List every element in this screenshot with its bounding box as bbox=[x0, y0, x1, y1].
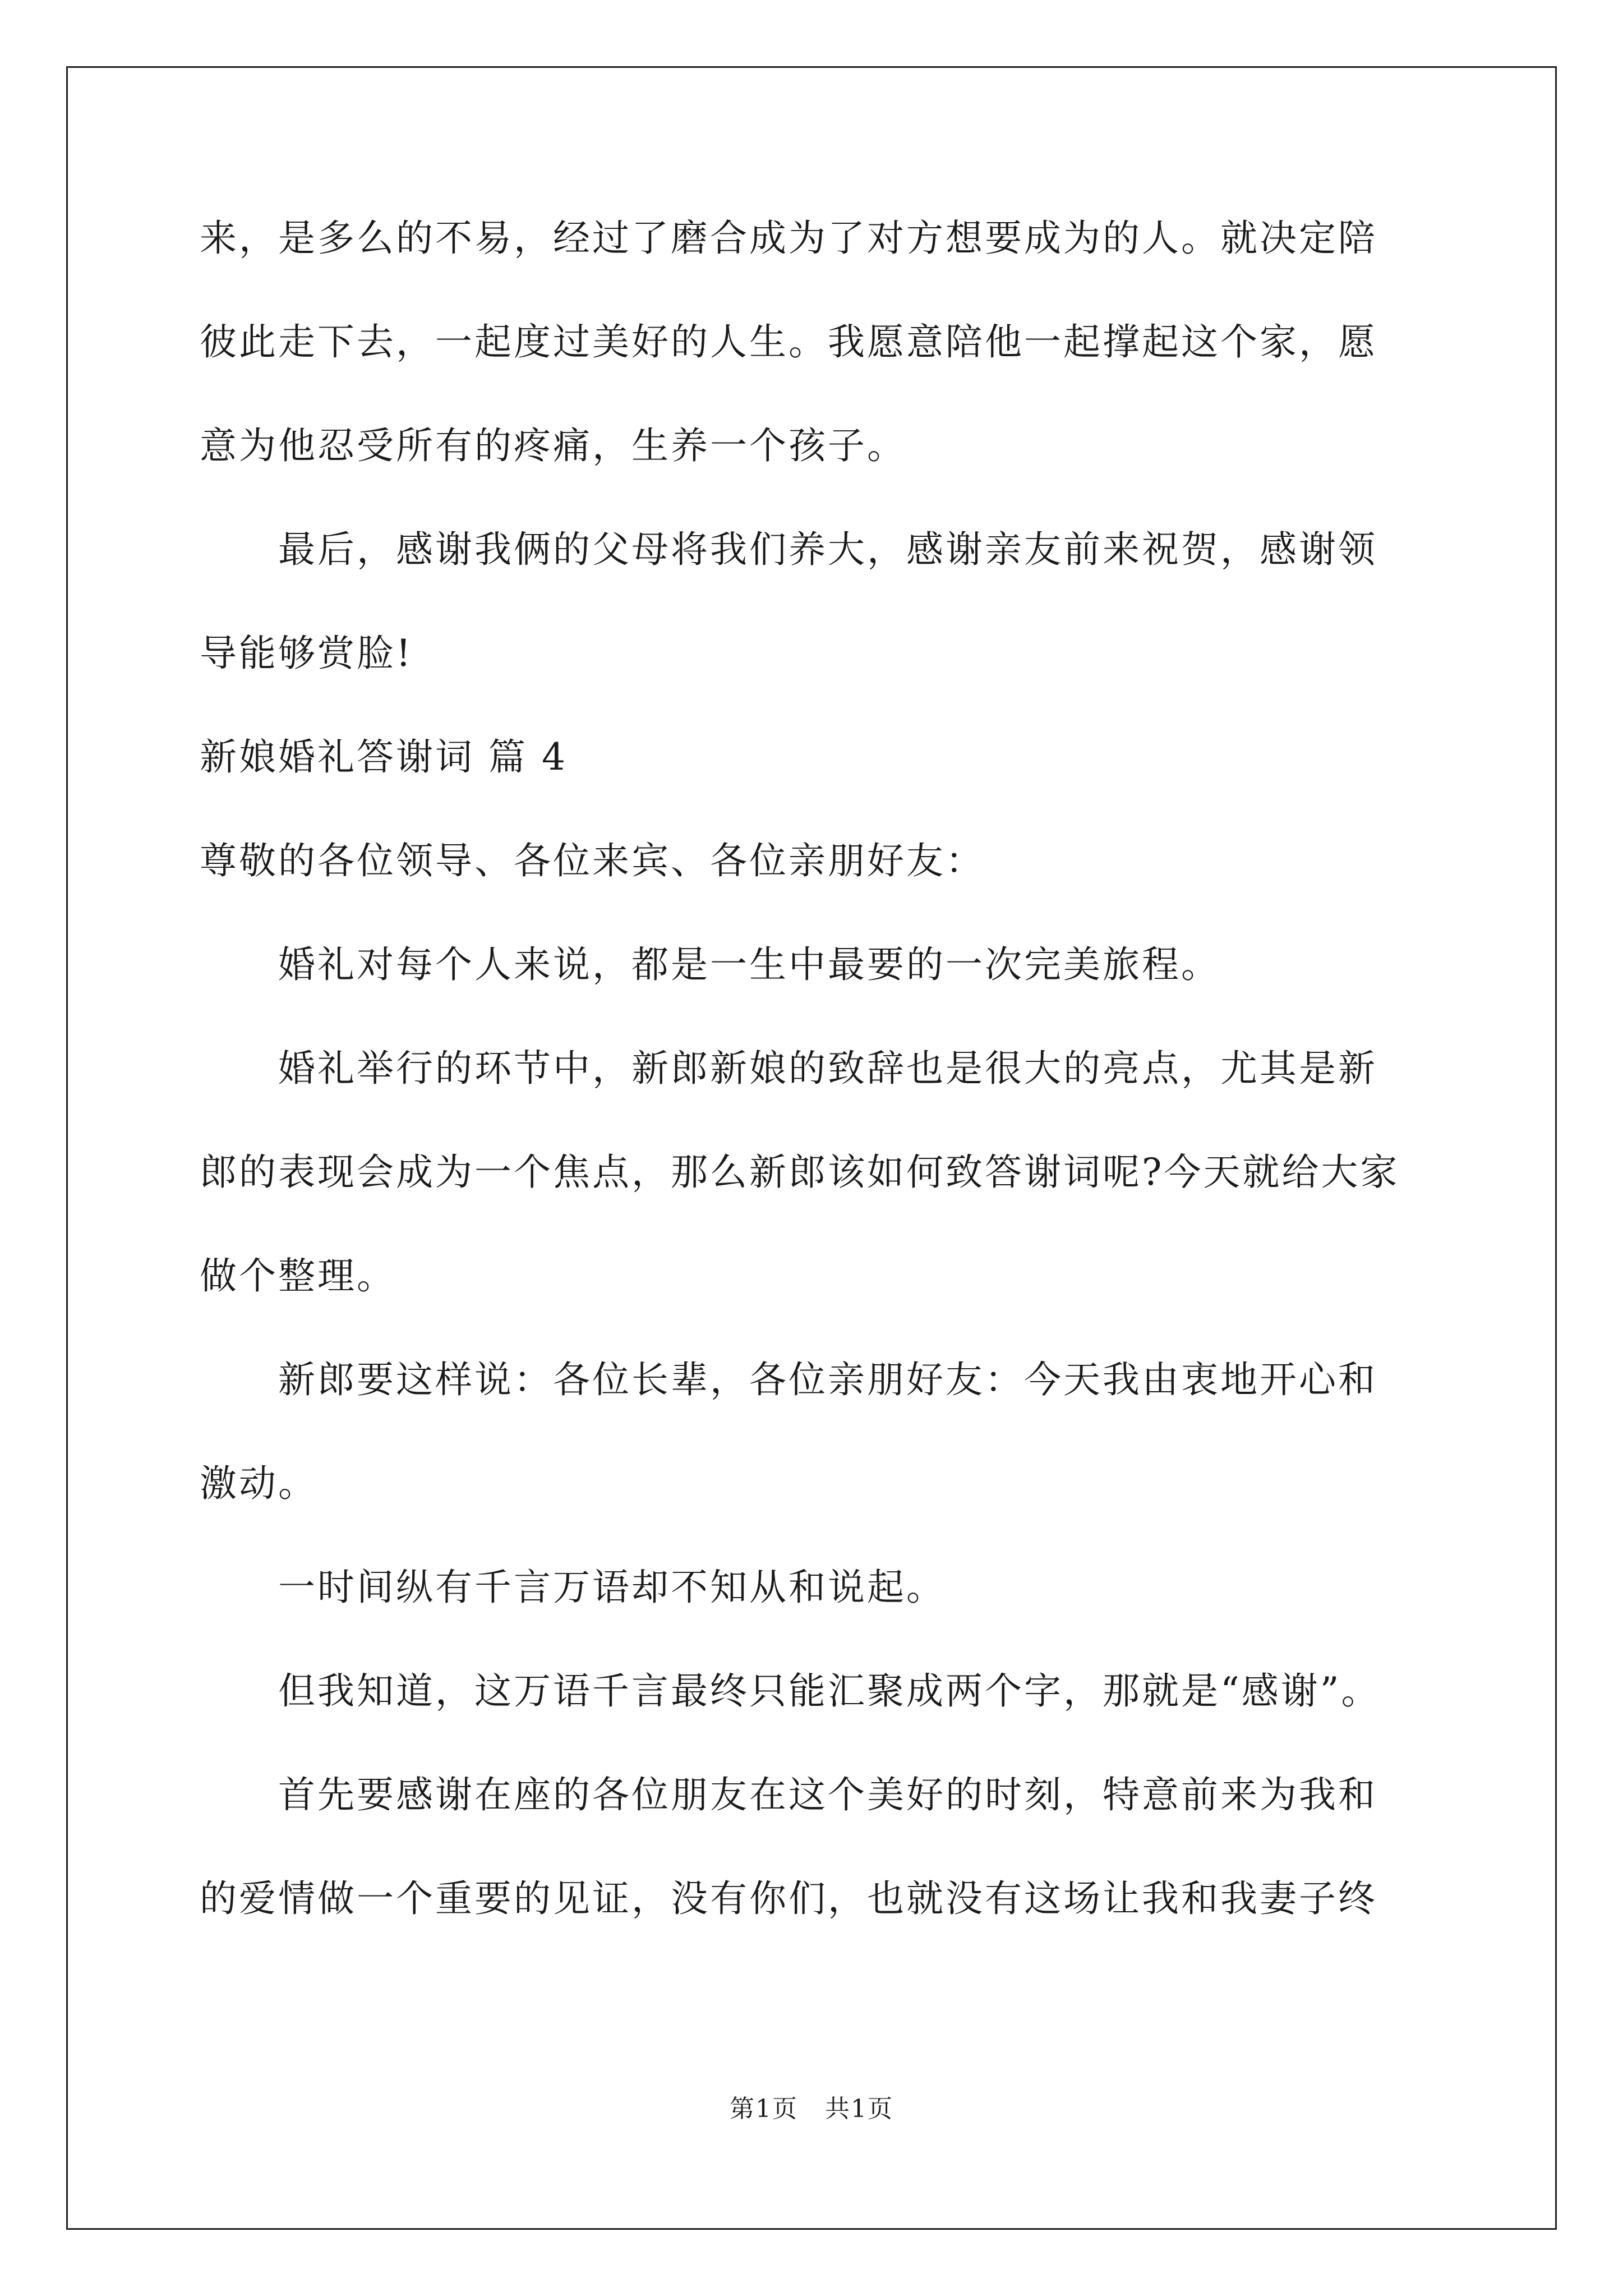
page-number: 第1页 bbox=[730, 2095, 798, 2123]
page-footer bbox=[0, 2095, 1623, 2123]
text-line: 最后，感谢我俩的父母将我们养大，感谢亲友前来祝贺，感谢领 bbox=[200, 528, 1377, 571]
text-line: 彼此走下去，一起度过美好的人生。我愿意陪他一起撑起这个家，愿 bbox=[200, 320, 1377, 364]
salutation: 尊敬的各位领导、各位来宾、各位亲朋好友： bbox=[200, 839, 985, 882]
text-line: 首先要感谢在座的各位朋友在这个美好的时刻，特意前来为我和 bbox=[200, 1773, 1377, 1816]
text-line: 激动。 bbox=[200, 1462, 317, 1505]
document-body bbox=[200, 218, 1433, 1982]
section-heading: 新娘婚礼答谢词 篇 4 bbox=[200, 735, 568, 779]
text-line: 婚礼对每个人来说，都是一生中最要的一次完美旅程。 bbox=[200, 943, 1220, 986]
text-line: 郎的表现会成为一个焦点，那么新郎该如何致答谢词呢?今天就给大家 bbox=[200, 1151, 1400, 1194]
text-line: 一时间纵有千言万语却不知从和说起。 bbox=[200, 1566, 946, 1609]
text-line: 来，是多么的不易，经过了磨合成为了对方想要成为的人。就决定陪 bbox=[200, 217, 1377, 260]
text-line: 婚礼举行的环节中，新郎新娘的致辞也是很大的亮点，尤其是新 bbox=[200, 1047, 1377, 1090]
text-line: 导能够赏脸! bbox=[200, 632, 413, 675]
text-line: 做个整理。 bbox=[200, 1254, 396, 1297]
text-line: 但我知道，这万语千言最终只能汇聚成两个字，那就是“感谢”。 bbox=[200, 1669, 1381, 1713]
page-total: 共1页 bbox=[825, 2095, 893, 2123]
text-line: 意为他忍受所有的疼痛，生养一个孩子。 bbox=[200, 424, 906, 467]
text-line: 的爱情做一个重要的见证，没有你们，也就没有这场让我和我妻子终 bbox=[200, 1877, 1377, 1920]
text-line: 新郎要这样说：各位长辈，各位亲朋好友：今天我由衷地开心和 bbox=[200, 1358, 1377, 1401]
